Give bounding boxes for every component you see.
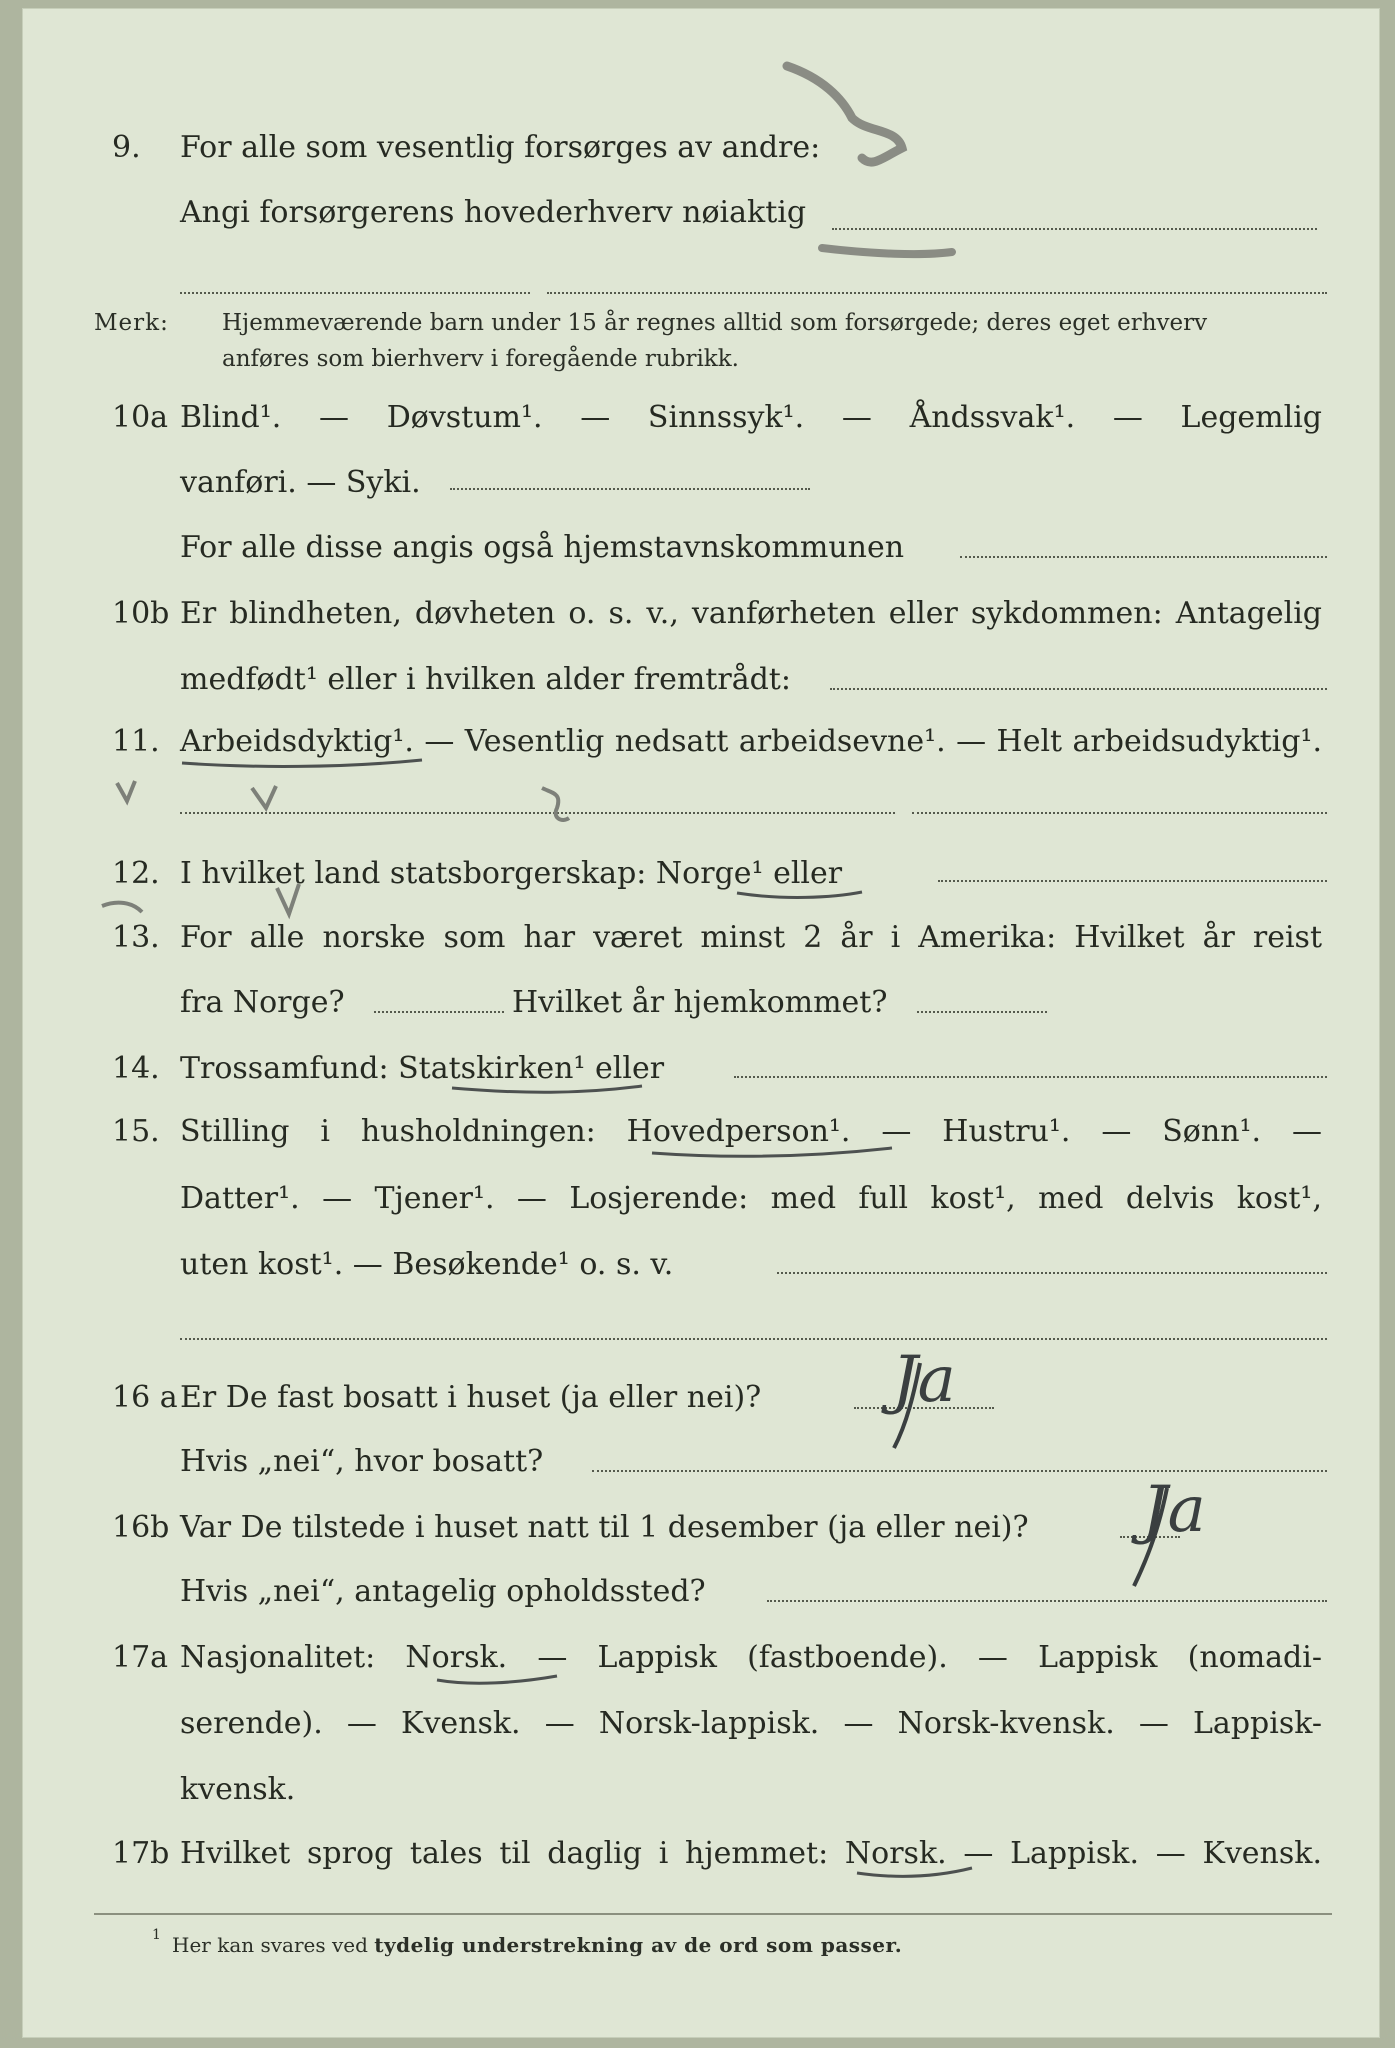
pencil-j-16a <box>894 1363 920 1448</box>
checkmark-11a <box>117 781 135 801</box>
question-number: 10b <box>112 596 170 631</box>
checkmark-11c <box>542 788 569 820</box>
checkmark-13 <box>102 903 142 912</box>
question-text: For alle som vesentlig forsørges av andre: <box>180 130 821 165</box>
question-text: Datter¹. — Tjener¹. — Losjerende: med full kost¹, med delvis kost¹, <box>180 1181 1322 1216</box>
question-number: 10a <box>112 400 169 435</box>
question-text: Trossamfund: Statskirken¹ eller <box>180 1051 665 1086</box>
pencil-marks <box>22 8 1380 2038</box>
question-number: 16b <box>112 1510 170 1545</box>
question-text: Er De fast bosatt i huset (ja eller nei)? <box>180 1380 762 1415</box>
handwritten-answer-16b: Ja <box>1142 1473 1206 1547</box>
footnote-text-a: Her kan svares ved <box>172 1933 368 1957</box>
underline-statskirken <box>452 1086 642 1092</box>
underline-norsk-17b <box>857 1868 972 1876</box>
handwritten-answer-16a: Ja <box>892 1343 956 1417</box>
question-number: 17a <box>112 1640 169 1675</box>
census-form-page <box>22 8 1380 2038</box>
question-text: Hvis „nei“, hvor bosatt? <box>180 1444 544 1479</box>
question-text: Hvilket sprog tales til daglig i hjemmet: Norsk. — Lappisk. — Kvensk. <box>180 1836 1322 1871</box>
pencil-stroke-q9 <box>822 248 952 254</box>
question-number: 12. <box>112 856 160 891</box>
question-text: For alle disse angis også hjemstavnskommunen <box>180 530 905 565</box>
pencil-j-16b <box>1134 1488 1167 1586</box>
underline-norge <box>737 892 862 897</box>
footnote-mark: 1 <box>152 1927 161 1943</box>
question-text: I hvilket land statsborgerskap: Norge¹ eller <box>180 856 843 891</box>
checkmark-12 <box>277 884 299 914</box>
question-text: Nasjonalitet: Norsk. — Lappisk (fastboende). — Lappisk (nomadi- <box>180 1640 1322 1675</box>
question-number: 9. <box>112 130 141 165</box>
question-text: Angi forsørgerens hovederhverv nøiaktig <box>180 195 807 230</box>
question-number: 11. <box>112 724 160 759</box>
question-text: serende). — Kvensk. — Norsk-lappisk. — Norsk-kvensk. — Lappisk- <box>180 1706 1322 1741</box>
question-text: kvensk. <box>180 1772 296 1807</box>
question-number: 15. <box>112 1114 160 1149</box>
question-number: 14. <box>112 1051 160 1086</box>
question-text: Blind¹. — Døvstum¹. — Sinnssyk¹. — Åndssvak¹. — Legemlig <box>180 400 1322 435</box>
question-text: fra Norge? <box>180 985 345 1020</box>
pencil-scribble-q9 <box>787 66 902 162</box>
underline-hovedperson <box>652 1148 892 1156</box>
note-label: Merk: <box>94 310 169 336</box>
checkmark-11b <box>252 786 276 808</box>
question-text: Var De tilstede i huset natt til 1 desember (ja eller nei)? <box>180 1510 1029 1545</box>
question-text: Hvilket år hjemkommet? <box>512 985 888 1020</box>
question-text: For alle norske som har været minst 2 år i Amerika: Hvilket år reist <box>180 920 1322 955</box>
question-number: 17b <box>112 1836 170 1871</box>
note-text: anføres som bierhverv i foregående rubrikk. <box>222 346 739 372</box>
question-number: 13. <box>112 920 160 955</box>
question-number: 16 a <box>112 1380 178 1415</box>
underline-norsk-17a <box>437 1676 557 1683</box>
question-text: Arbeidsdyktig¹. — Vesentlig nedsatt arbeidsevne¹. — Helt arbeidsudyktig¹. <box>180 724 1322 759</box>
question-text: Hvis „nei“, antagelig opholdssted? <box>180 1574 706 1609</box>
question-text: medfødt¹ eller i hvilken alder fremtrådt: <box>180 662 791 697</box>
footnote-text-b: tydelig understrekning av de ord som passer. <box>374 1933 903 1957</box>
underline-arbeidsdyktig <box>182 760 422 766</box>
question-text: Er blindheten, døvheten o. s. v., vanførheten eller sykdommen: Antagelig <box>180 596 1322 631</box>
question-text: uten kost¹. — Besøkende¹ o. s. v. <box>180 1247 674 1282</box>
note-text: Hjemmeværende barn under 15 år regnes alltid som forsørgede; deres eget erhverv <box>222 310 1208 336</box>
question-text: Stilling i husholdningen: Hovedperson¹. — Hustru¹. — Sønn¹. — <box>180 1114 1322 1149</box>
question-text: vanføri. — Syki. <box>180 465 421 500</box>
